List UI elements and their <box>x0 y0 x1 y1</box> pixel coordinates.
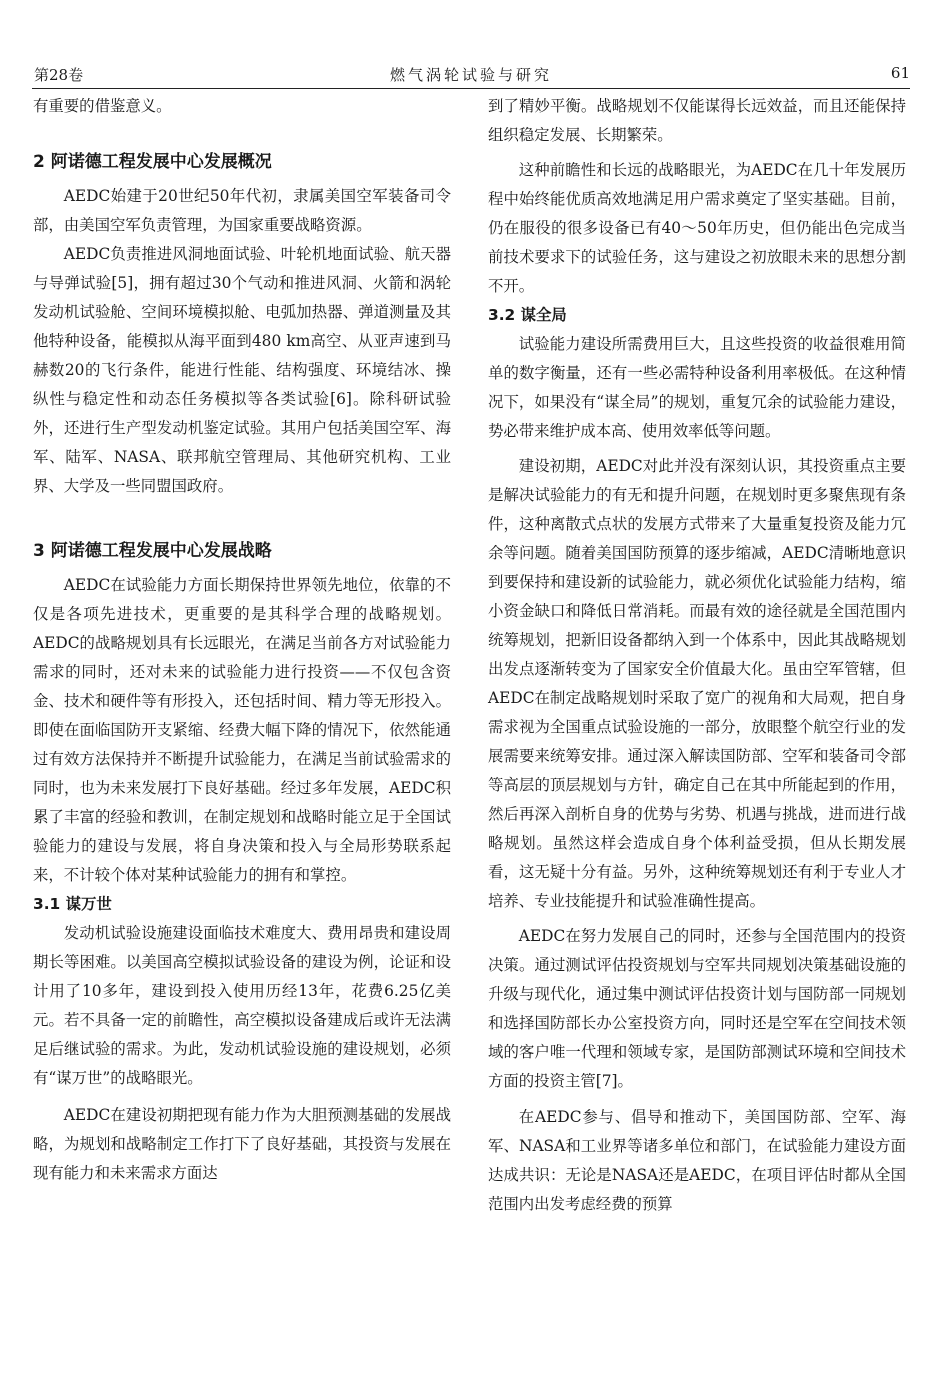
paragraph: 发动机试验设施建设面临技术难度大、费用昂贵和建设周期长等困难。以美国高空模拟试验设备的建设为例，论证和设计用了10多年，建设到投入使用历经13年，花费6.25亿美元。若不具备一定的前瞻性，高空模拟设备建成后或许无法满足后继试验的需求。为此，发动机试验设施的建设规划，必须有“谋万世”的战略眼光。 <box>33 924 451 1087</box>
volume-label: 第28卷 <box>34 66 84 84</box>
section-2-heading: 2 阿诺德工程发展中心发展概况 <box>33 152 272 172</box>
continued-paragraph: 到了精妙平衡。战略规划不仅能谋得长远效益，而且还能保持组织稳定发展、长期繁荣。 <box>488 97 906 144</box>
paragraph: AEDC始建于20世纪50年代初，隶属美国空军装备司令部，由美国空军负责管理，为国家重要战略资源。 <box>33 187 451 234</box>
header-rule <box>32 88 910 89</box>
paragraph: AEDC在努力发展自己的同时，还参与全国范围内的投资决策。通过测试评估投资规划与空军共同规划决策基础设施的升级与现代化，通过集中测试评估投资计划与国防部一同规划和选择国防部长办公室投资方向，同时还是空军在空间技术领域的客户唯一代理和领域专家，是国防部测试环境和空间技术方面的投资主管[7]。 <box>488 927 906 1090</box>
paragraph: AEDC负责推进风洞地面试验、叶轮机地面试验、航天器与导弹试验[5]，拥有超过30个气动和推进风洞、火箭和涡轮发动机试验舱、空间环境模拟舱、电弧加热器、弹道测量及其他特种设备，能模拟从海平面到480 km高空、从亚声速到马赫数20的飞行条件，能进行性能、结构强度、环境结冰、操纵性与稳定性和动态任务模拟等各类试验[6]。除科研试验外，还进行生产型发动机鉴定试验。其用户包括美国空军、海军、陆军、NASA、联邦航空管理局、其他研究机构、工业界、大学及一些同盟国政府。 <box>33 245 451 495</box>
journal-title: 燃气涡轮试验与研究 <box>389 66 552 84</box>
page-number: 61 <box>890 64 910 82</box>
right-column <box>488 92 906 1219</box>
left-column <box>33 92 451 1188</box>
paragraph: AEDC在建设初期把现有能力作为大胆预测基础的发展战略，为规划和战略制定工作打下了良好基础，其投资与发展在现有能力和未来需求方面达 <box>33 1106 451 1182</box>
section-3-heading: 3 阿诺德工程发展中心发展战略 <box>33 541 272 561</box>
subsection-3-1-heading: 3.1 谋万世 <box>33 895 112 913</box>
running-header <box>32 60 910 86</box>
paragraph: 试验能力建设所需费用巨大，且这些投资的收益很难用简单的数字衡量，还有一些必需特种设备利用率极低。在这种情况下，如果没有“谋全局”的规划，重复冗余的试验能力建设，势必带来维护成本高、使用效率低等问题。 <box>488 335 906 440</box>
paragraph: 建设初期，AEDC对此并没有深刻认识，其投资重点主要是解决试验能力的有无和提升问题，在规划时更多聚焦现有条件，这种离散式点状的发展方式带来了大量重复投资及能力冗余等问题。随着美国国防预算的逐步缩减，AEDC清晰地意识到要保持和建设新的试验能力，就必须优化试验能力结构，缩小资金缺口和降低日常消耗。而最有效的途径就是全国范围内统筹规划，把新旧设备都纳入到一个体系中，因此其战略规划出发点逐渐转变为了国家安全价值最大化。虽由空军管辖，但AEDC在制定战略规划时采取了宽广的视角和大局观，把自身需求视为全国重点试验设施的一部分，放眼整个航空行业的发展需要来统筹安排。通过深入解读国防部、空军和装备司令部等高层的顶层规划与方针，确定自己在其中所能起到的作用，然后再深入剖析自身的优势与劣势、机遇与挑战，进而进行战略规划。虽然这样会造成自身个体利益受损，但从长期发展看，这无疑十分有益。另外，这种统筹规划还有利于专业人才培养、专业技能提升和试验准确性提高。 <box>488 457 906 910</box>
paragraph: AEDC在试验能力方面长期保持世界领先地位，依靠的不仅是各项先进技术，更重要的是其科学合理的战略规划。AEDC的战略规划具有长远眼光，在满足当前各方对试验能力需求的同时，还对未来的试验能力进行投资——不仅包含资金、技术和硬件等有形投入，还包括时间、精力等无形投入。即使在面临国防开支紧缩、经费大幅下降的情况下，依然能通过有效方法保持并不断提升试验能力，在满足当前试验需求的同时，也为未来发展打下良好基础。经过多年发展，AEDC积累了丰富的经验和教训，在制定规划和战略时能立足于全国试验能力的建设与发展，将自身决策和投入与全局形势联系起来，不计较个体对某种试验能力的拥有和掌控。 <box>33 576 451 884</box>
paragraph: 这种前瞻性和长远的战略眼光，为AEDC在几十年发展历程中始终能优质高效地满足用户需求奠定了坚实基础。目前，仍在服役的很多设备已有40～50年历史，但仍能出色完成当前技术要求下的试验任务，这与建设之初放眼未来的思想分割不开。 <box>488 161 906 295</box>
subsection-3-2-heading: 3.2 谋全局 <box>488 306 567 324</box>
paragraph: 在AEDC参与、倡导和推动下，美国国防部、空军、海军、NASA和工业界等诸多单位和部门，在试验能力建设方面达成共识：无论是NASA还是AEDC，在项目评估时都从全国范围内出发考虑经费的预算 <box>488 1108 906 1213</box>
continued-paragraph: 有重要的借鉴意义。 <box>33 97 172 115</box>
